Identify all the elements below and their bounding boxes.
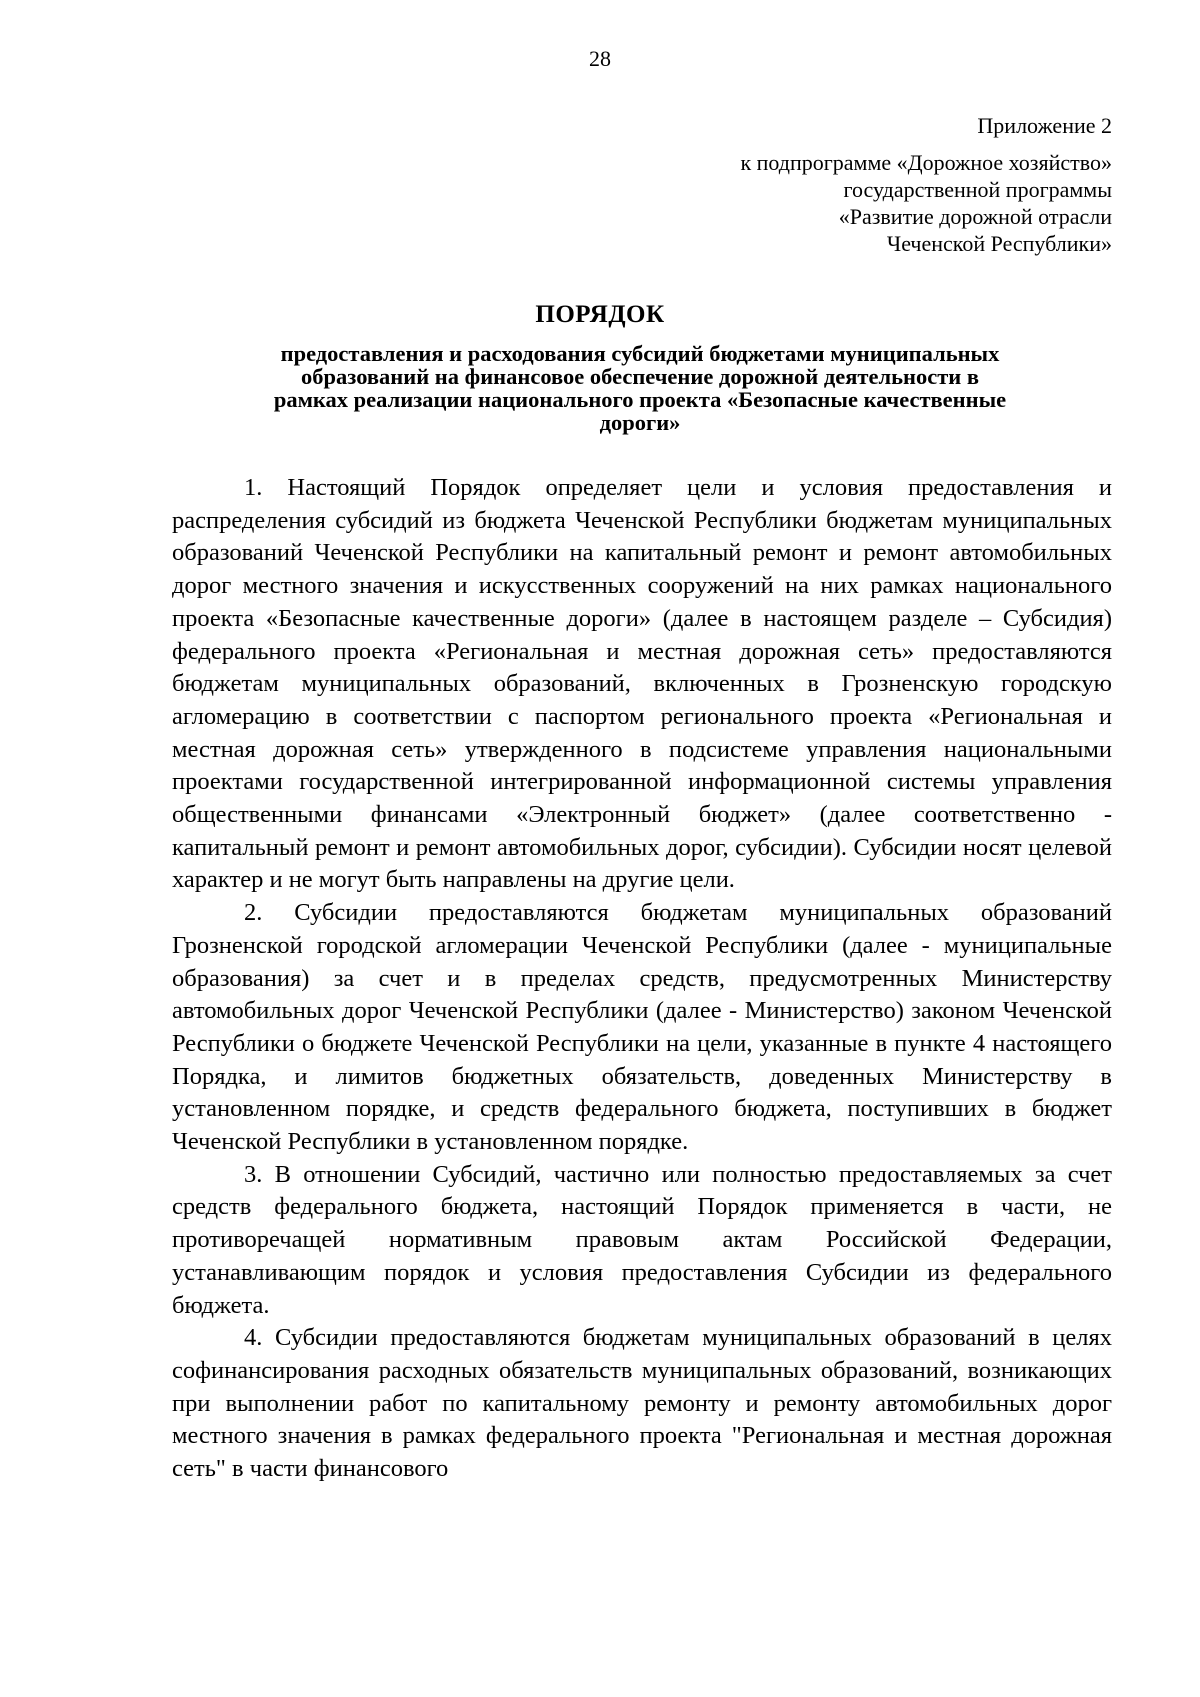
document-body xyxy=(172,472,1112,1486)
document-title: ПОРЯДОК xyxy=(535,301,665,328)
paragraph-1: 1. Настоящий Порядок определяет цели и условия предоставления и распределения субсидий из бюджета Чеченской Республики бюджетам муниципальных образований Чеченской Республики на капитальный ремонт и ремонт автомобильных дорог местного значения и искусственных сооружений на них рамках национального проекта «Безопасные качественные дороги» (далее в настоящем разделе – Субсидия) федерального проекта «Региональная и местная дорожная сеть» предоставляются бюджетам муниципальных образований, включенных в Грозненскую городскую агломерацию в соответствии с паспортом регионального проекта «Региональная и местная дорожная сеть» утвержденного в подсистеме управления национальными проектами государственной интегрированной информационной системы управления общественными финансами «Электронный бюджет» (далее соответственно - капитальный ремонт и ремонт автомобильных дорог, субсидии). Субсидии носят целевой характер и не могут быть направлены на другие цели. xyxy=(172,474,1112,894)
subtitle-line: образований на финансовое обеспечение дорожной деятельности в xyxy=(301,364,979,389)
appendix-line: к подпрограмме «Дорожное хозяйство» xyxy=(740,150,1112,175)
appendix-line: государственной программы xyxy=(843,177,1112,202)
document-subtitle xyxy=(170,342,1110,434)
subtitle-line: дороги» xyxy=(599,410,681,435)
paragraph-2: 2. Субсидии предоставляются бюджетам муниципальных образований Грозненской городской агломерации Чеченской Республики (далее - муниципальные образования) за счет и в пределах средств, предусмотренных Министерству автомобильных дорог Чеченской Республики (далее - Министерство) законом Чеченской Республики о бюджете Чеченской Республики на цели, указанные в пункте 4 настоящего Порядка, и лимитов бюджетных обязательств, доведенных Министерству в установленном порядке, и средств федерального бюджета, поступивших в бюджет Чеченской Республики в установленном порядке. xyxy=(172,899,1112,1156)
subtitle-line: рамках реализации национального проекта «Безопасные качественные xyxy=(273,387,1007,412)
appendix-title: Приложение 2 xyxy=(977,113,1112,138)
appendix-line: «Развитие дорожной отрасли xyxy=(838,204,1112,229)
paragraph-4: 4. Субсидии предоставляются бюджетам муниципальных образований в целях софинансирования расходных обязательств муниципальных образований, возникающих при выполнении работ по капитальному ремонту и ремонту автомобильных дорог местного значения в рамках федерального проекта "Региональная и местная дорожная сеть" в части финансового xyxy=(172,1324,1112,1483)
appendix-line: Чеченской Республики» xyxy=(886,231,1112,256)
appendix-header xyxy=(740,112,1112,257)
page-number: 28 xyxy=(589,46,611,71)
subtitle-line: предоставления и расходования субсидий бюджетами муниципальных xyxy=(280,341,1000,366)
paragraph-3: 3. В отношении Субсидий, частично или полностью предоставляемых за счет средств федерального бюджета, настоящий Порядок применяется в части, не противоречащей нормативным правовым актам Российской Федерации, устанавливающим порядок и условия предоставления Субсидии из федерального бюджета. xyxy=(172,1160,1112,1319)
